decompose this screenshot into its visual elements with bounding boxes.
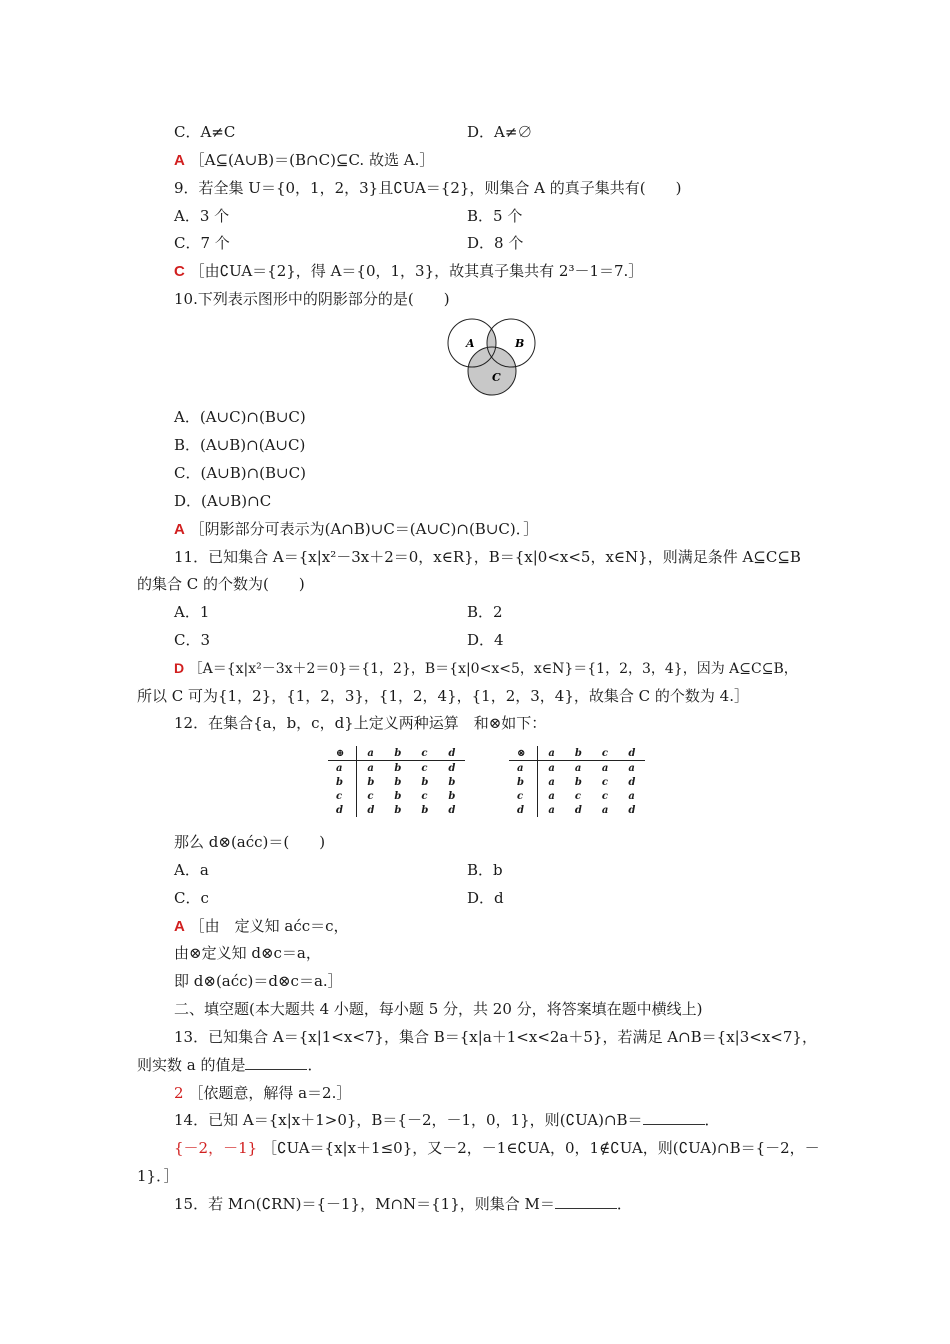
table-cell: a [548,762,555,774]
q11-option-b: B．2 [467,603,503,621]
answer-key: 2 [174,1084,184,1102]
table-header-cell: a [538,746,565,761]
answer-key: A [174,918,185,935]
q14-answer-line2: 1}．］ [137,1167,179,1185]
answer-key: D [174,660,185,676]
oplus-table [328,746,465,817]
q15-stem: 15．若 M∩(∁RN)＝{－1}，M∩N＝{1}，则集合 M＝ ． [174,1195,632,1213]
q12-stem: 12．在集合{a，b，c，d}上定义两种运算 和⊗如下： [174,714,547,732]
q9-answer [174,261,643,282]
otimes-table [509,746,645,817]
q9-option-b: B．5 个 [467,207,523,225]
table-cell: a [601,762,609,774]
q15-answer-blank[interactable] [555,1194,617,1209]
q12-answer-line2: 由⊗定义知 d⊗c＝a， [174,944,321,962]
table-header-cell: c [411,746,438,761]
q12-option-b: B．b [467,861,503,879]
table-cell: a [628,790,635,802]
table-cell: a [509,761,538,776]
q8-option-d: D．A≠∅ [467,123,533,141]
q10-stem: 10.下列表示图形中的阴影部分的是( ) [174,290,450,308]
table-row [328,761,465,776]
table-cell: c [421,762,428,774]
q8-answer [174,150,434,171]
venn-label-c: C [492,371,501,384]
table-cell: a [628,762,635,774]
q9-option-d: D．8 个 [467,234,524,252]
answer-explanation: ［依题意，解得 a＝2.］ [188,1084,352,1102]
venn-label-b: B [515,337,525,350]
table-cell: b [421,776,429,788]
table-cell: b [394,762,402,774]
table-cell: c [328,789,357,803]
answer-key: A [174,152,185,169]
table-header-cell: a [357,746,385,761]
table-cell: b [328,775,357,789]
answer-explanation: ［阴影部分可表示为(A∩B)∪C＝(A∪C)∩(B∪C)．］ [189,520,539,538]
q15-stem-text: 15．若 M∩(∁RN)＝{－1}，M∩N＝{1}，则集合 M＝ [174,1195,555,1213]
table-cell: b [367,776,375,788]
q10-option-b: B．(A∪B)∩(A∪C) [174,436,306,454]
answer-explanation: ［∁UA＝{x|x＋1≤0}，又－2，－1∈∁UA，0，1∉∁UA，则(∁UA)∩B＝{－2，－ [261,1139,820,1157]
table-cell: b [394,804,402,816]
table-cell: b [421,804,429,816]
q11-stem-line1: 11．已知集合 A＝{x|x²－3x＋2＝0，x∈R}，B＝{x|0<x<5，x∈N}，则满足条件 A⊆C⊆B [174,548,801,566]
table-row [328,803,465,817]
table-cell: b [448,790,456,802]
venn-diagram [445,318,540,398]
table-cell: c [601,776,608,788]
answer-key: C [174,263,185,280]
q8-option-c: C．A≠C [174,123,236,141]
table-header-cell: b [384,746,411,761]
q10-answer [174,519,538,540]
venn-label-a: A [466,337,475,350]
answer-key: A [174,521,185,538]
table-cell: d [628,804,636,816]
q11-answer-line2: 所以 C 可为{1，2}，{1，2，3}，{1，2，4}，{1，2，3，4}，故集合 C 的个数为 4.］ [137,687,749,705]
q9-option-a: A．3 个 [174,207,230,225]
q12-option-a: A．a [174,861,209,879]
q13-stem-text: 则实数 a 的值是 [137,1056,246,1074]
table-cell: b [574,776,582,788]
table-cell: d [574,804,582,816]
answer-explanation: ［A＝{x|x²－3x＋2＝0}＝{1，2}，B＝{x|0<x<5，x∈N}＝{1，2，3，4}，因为 A⊆C⊆B， [188,661,798,677]
q9-option-c: C．7 个 [174,234,230,252]
table-cell: b [448,776,456,788]
table-header-cell: b [565,746,592,761]
q14-answer-line1 [174,1138,820,1158]
table-cell: b [394,790,402,802]
table-cell: a [548,790,555,802]
table-cell: a [548,776,555,788]
table-cell: c [421,790,428,802]
table-header-cell: ⊕ [328,746,357,761]
q10-option-c: C．(A∪B)∩(B∪C) [174,464,306,482]
table-cell: d [448,762,456,774]
table-cell: c [601,790,608,802]
q14-stem: 14．已知 A＝{x|x＋1>0}，B＝{－2，－1，0，1}，则(∁UA)∩B＝ ． [174,1111,720,1129]
table-header-cell: c [592,746,618,761]
answer-explanation: ［A⊆(A∪B)＝(B∩C)⊆C. 故选 A.］ [189,151,435,169]
table-cell: d [628,776,636,788]
q13-stem-line1: 13．已知集合 A＝{x|1<x<7}，集合 B＝{x|a＋1<x<2a＋5}，若满足 A∩B＝{x|3<x<7}， [174,1028,817,1046]
q9-stem: 9．若全集 U＝{0，1，2，3}且∁UA＝{2}，则集合 A 的真子集共有( ) [174,179,682,197]
table-row [509,789,645,803]
answer-explanation: ［由 定义知 aćc＝c， [189,917,349,935]
table-header-cell: ⊗ [509,746,538,761]
answer-explanation: ［由∁UA＝{2}，得 A＝{0，1，3}，故其真子集共有 2³－1＝7.］ [189,262,644,280]
table-cell: c [367,790,374,802]
q12-answer-line1 [174,916,349,937]
table-cell: a [574,762,582,774]
table-cell: d [328,803,357,817]
section-fill-in-heading: 二、填空题(本大题共 4 小题，每小题 5 分，共 20 分，将答案填在题中横线上) [174,1000,703,1018]
table-cell: d [367,804,375,816]
answer-key: {－2，－1} [174,1139,258,1157]
q10-option-a: A．(A∪C)∩(B∪C) [174,408,306,426]
q11-option-a: A．1 [174,603,210,621]
q13-answer [174,1083,351,1103]
q11-answer-line1 [174,658,798,679]
table-header-cell: d [618,746,645,761]
table-row [328,789,465,803]
table-cell: a [601,804,609,816]
q10-option-d: D．(A∪B)∩C [174,492,272,510]
q11-stem-line2: 的集合 C 的个数为( ) [137,575,305,593]
q11-option-d: D．4 [467,631,504,649]
q12-option-d: D．d [467,889,504,907]
q12-option-c: C．c [174,889,209,907]
q13-answer-blank[interactable] [245,1055,307,1070]
table-cell: a [328,761,357,776]
q12-answer-line3: 即 d⊗(aćc)＝d⊗c＝a.］ [174,972,343,990]
q13-stem-line2: 则实数 a 的值是 ． [137,1056,323,1074]
table-row [509,775,645,789]
table-row [509,803,645,817]
table-row [509,761,645,776]
q14-answer-blank[interactable] [643,1110,705,1125]
table-cell: d [509,803,538,817]
table-cell: b [394,776,402,788]
q14-stem-text: 14．已知 A＝{x|x＋1>0}，B＝{－2，－1，0，1}，则(∁UA)∩B＝ [174,1111,643,1129]
table-cell: c [574,790,581,802]
table-cell: d [448,804,456,816]
table-header-cell: d [438,746,465,761]
q11-option-c: C．3 [174,631,211,649]
table-cell: c [509,789,538,803]
q12-question: 那么 d⊗(aćc)＝( ) [174,833,326,851]
table-cell: b [509,775,538,789]
table-row [328,775,465,789]
table-cell: a [548,804,555,816]
table-cell: a [367,762,374,774]
